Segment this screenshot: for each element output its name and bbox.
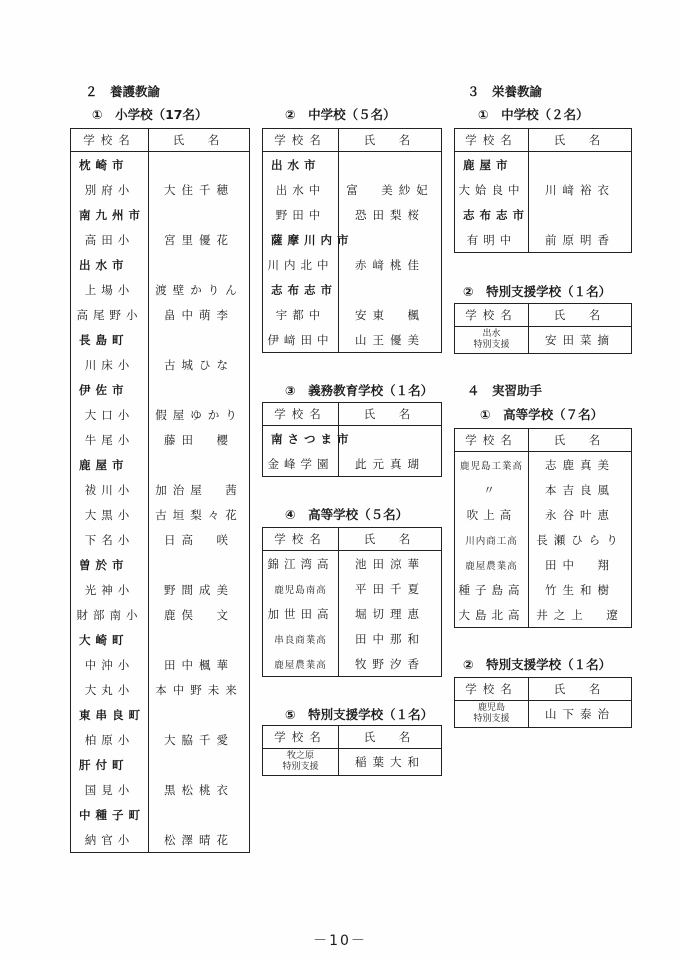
school-cell: 大黒小 bbox=[71, 502, 149, 527]
table-header bbox=[263, 528, 441, 551]
table-row bbox=[71, 477, 249, 502]
table-row bbox=[263, 626, 441, 651]
school-cell: 野田中 bbox=[263, 202, 339, 227]
table-row bbox=[71, 277, 249, 302]
table-header bbox=[455, 429, 631, 452]
city-label: 曽於市 bbox=[71, 552, 149, 577]
header-school: 学校名 bbox=[263, 528, 339, 550]
school-cell: 宇都中 bbox=[263, 302, 339, 327]
page-number: －10－ bbox=[313, 933, 367, 949]
empty-cell bbox=[149, 327, 249, 352]
table-row bbox=[263, 749, 441, 775]
name-cell: 竹生和樹 bbox=[545, 582, 615, 597]
table-row bbox=[455, 577, 631, 602]
header-name: 氏 名 bbox=[553, 308, 607, 322]
empty-cell bbox=[149, 452, 249, 477]
table-row bbox=[71, 427, 249, 452]
city-row bbox=[263, 227, 441, 252]
empty-cell bbox=[149, 752, 249, 777]
city-row bbox=[71, 377, 249, 402]
name-cell: 畠中萌李 bbox=[164, 307, 234, 322]
elementary-table bbox=[70, 128, 250, 853]
city-label: 志布志市 bbox=[263, 277, 339, 302]
name-cell: 安東 楓 bbox=[355, 307, 425, 322]
city-row bbox=[263, 152, 441, 177]
city-label: 南さつま市 bbox=[263, 426, 339, 451]
high-title: ④ 高等学校（５名） bbox=[285, 507, 409, 522]
city-label: 大崎町 bbox=[71, 627, 149, 652]
header-name: 氏 名 bbox=[553, 433, 607, 447]
name-cell: 永谷叶恵 bbox=[545, 507, 615, 522]
city-label: 肝付町 bbox=[71, 752, 149, 777]
s4-high-table bbox=[454, 428, 632, 628]
school-cell: 祓川小 bbox=[71, 477, 149, 502]
empty-cell bbox=[339, 277, 441, 302]
school-cell: 国見小 bbox=[71, 777, 149, 802]
header-name: 氏 名 bbox=[553, 133, 607, 147]
city-row bbox=[71, 252, 249, 277]
table-header bbox=[263, 129, 441, 152]
name-cell: 山下泰治 bbox=[545, 707, 615, 721]
city-label: 東串良町 bbox=[71, 702, 149, 727]
school-cell bbox=[455, 701, 529, 727]
empty-cell bbox=[149, 252, 249, 277]
city-label: 鹿屋市 bbox=[455, 152, 529, 177]
table-row bbox=[455, 527, 631, 552]
school-cell: 大島北高 bbox=[455, 602, 529, 627]
city-row bbox=[71, 752, 249, 777]
header-school: 学校名 bbox=[455, 678, 529, 700]
table-row bbox=[455, 502, 631, 527]
school-cell: 金峰学園 bbox=[263, 451, 339, 476]
school-cell: 大丸小 bbox=[71, 677, 149, 702]
table-row bbox=[263, 302, 441, 327]
table-row bbox=[263, 576, 441, 601]
name-cell: 赤﨑桃佳 bbox=[355, 257, 425, 272]
city-row bbox=[71, 452, 249, 477]
name-cell: 古垣梨々花 bbox=[155, 507, 243, 522]
school-cell: 大姶良中 bbox=[455, 177, 529, 202]
header-school: 学校名 bbox=[455, 129, 529, 151]
school-cell: 〃 bbox=[455, 477, 529, 502]
city-label: 出水市 bbox=[71, 252, 149, 277]
school-cell: 柏原小 bbox=[71, 727, 149, 752]
table-header bbox=[455, 678, 631, 701]
name-cell: 鹿俣 文 bbox=[164, 607, 234, 622]
section-4-title: ４ 実習助手 bbox=[467, 383, 543, 398]
name-cell: 松澤晴花 bbox=[164, 832, 234, 847]
city-label: 長島町 bbox=[71, 327, 149, 352]
school-cell: 川床小 bbox=[71, 352, 149, 377]
section-3-title: ３ 栄養教諭 bbox=[467, 84, 543, 99]
city-label: 伊佐市 bbox=[71, 377, 149, 402]
city-label: 志布志市 bbox=[455, 202, 529, 227]
empty-cell bbox=[339, 152, 441, 177]
name-cell: 加治屋 茜 bbox=[155, 482, 243, 497]
name-cell: 大住千穂 bbox=[164, 182, 234, 197]
table-row bbox=[71, 302, 249, 327]
school-cell: 財部南小 bbox=[71, 602, 149, 627]
school-cell: 串良商業高 bbox=[263, 626, 339, 651]
s4-special-table bbox=[454, 677, 632, 728]
school-cell: 有明中 bbox=[455, 227, 529, 252]
city-label: 南九州市 bbox=[71, 202, 149, 227]
table-row bbox=[263, 252, 441, 277]
school-line-2: 特別支援 bbox=[282, 762, 319, 772]
table-row bbox=[263, 327, 441, 352]
city-row bbox=[71, 152, 249, 177]
s3-special-table bbox=[454, 303, 632, 354]
city-row bbox=[71, 802, 249, 827]
empty-cell bbox=[149, 202, 249, 227]
junior-table bbox=[262, 128, 442, 353]
name-cell: 平田千夏 bbox=[355, 581, 425, 596]
table-row bbox=[455, 477, 631, 502]
table-row bbox=[455, 327, 631, 353]
table-row bbox=[455, 552, 631, 577]
table-row bbox=[263, 601, 441, 626]
name-cell: 宮里優花 bbox=[164, 232, 234, 247]
name-cell: 恐田梨桜 bbox=[355, 207, 425, 222]
table-row bbox=[455, 452, 631, 477]
table-row bbox=[71, 827, 249, 852]
name-cell: 本中野未来 bbox=[155, 682, 243, 697]
school-cell: 鹿児島工業高 bbox=[455, 452, 529, 477]
empty-cell bbox=[149, 702, 249, 727]
school-cell: 鹿屋農業高 bbox=[263, 651, 339, 676]
city-row bbox=[263, 426, 441, 451]
table-row bbox=[71, 502, 249, 527]
name-cell: 大脇千愛 bbox=[164, 732, 234, 747]
table-row bbox=[71, 227, 249, 252]
city-row bbox=[71, 627, 249, 652]
s4-high-title: ① 高等学校（７名） bbox=[480, 407, 604, 422]
city-row bbox=[71, 702, 249, 727]
name-cell: 田中那和 bbox=[355, 631, 425, 646]
school-line-1: 出水 bbox=[482, 329, 501, 339]
name-cell: 田中 翔 bbox=[545, 557, 615, 572]
header-name: 氏 名 bbox=[363, 407, 417, 421]
school-cell: 川内商工高 bbox=[455, 527, 529, 552]
section-2-title: ２ 養護教諭 bbox=[85, 84, 161, 99]
school-cell: 大口小 bbox=[71, 402, 149, 427]
name-cell: 田中楓華 bbox=[164, 657, 234, 672]
name-cell: 稲葉大和 bbox=[355, 755, 425, 769]
school-cell: 川内北中 bbox=[263, 252, 339, 277]
school-cell: 鹿屋農業高 bbox=[455, 552, 529, 577]
city-label: 薩摩川内市 bbox=[263, 227, 339, 252]
table-row bbox=[71, 352, 249, 377]
school-cell: 高尾野小 bbox=[71, 302, 149, 327]
school-cell: 高田小 bbox=[71, 227, 149, 252]
table-row bbox=[71, 777, 249, 802]
elementary-title: ① 小学校（17名） bbox=[92, 107, 208, 122]
empty-cell bbox=[149, 802, 249, 827]
school-cell: 出水中 bbox=[263, 177, 339, 202]
school-cell: 別府小 bbox=[71, 177, 149, 202]
city-row bbox=[455, 152, 631, 177]
header-name: 氏 名 bbox=[363, 532, 417, 546]
school-cell bbox=[455, 327, 529, 353]
table-row bbox=[71, 602, 249, 627]
school-line-1: 牧之原 bbox=[286, 751, 314, 761]
name-cell: 山王優美 bbox=[355, 332, 425, 347]
school-cell: 錦江湾高 bbox=[263, 551, 339, 576]
school-cell: 鹿児島南高 bbox=[263, 576, 339, 601]
empty-cell bbox=[339, 426, 441, 451]
table-row bbox=[263, 451, 441, 476]
empty-cell bbox=[529, 202, 631, 227]
name-cell: 野間成美 bbox=[164, 582, 234, 597]
name-cell: 井之上 遼 bbox=[536, 607, 624, 622]
table-header bbox=[263, 403, 441, 426]
empty-cell bbox=[149, 152, 249, 177]
header-school: 学校名 bbox=[455, 304, 529, 326]
header-school: 学校名 bbox=[263, 726, 339, 748]
empty-cell bbox=[149, 552, 249, 577]
s4-special-title: ② 特別支援学校（１名） bbox=[463, 657, 612, 672]
city-row bbox=[71, 327, 249, 352]
empty-cell bbox=[529, 152, 631, 177]
city-label: 中種子町 bbox=[71, 802, 149, 827]
name-cell: 本吉良風 bbox=[545, 482, 615, 497]
city-label: 鹿屋市 bbox=[71, 452, 149, 477]
city-label: 枕崎市 bbox=[71, 152, 149, 177]
special-title: ⑤ 特別支援学校（１名） bbox=[285, 707, 434, 722]
table-row bbox=[71, 177, 249, 202]
name-cell: 黒松桃衣 bbox=[164, 782, 234, 797]
empty-cell bbox=[149, 627, 249, 652]
table-row bbox=[455, 227, 631, 252]
header-school: 学校名 bbox=[263, 403, 339, 425]
header-school: 学校名 bbox=[263, 129, 339, 151]
school-line-2: 特別支援 bbox=[473, 340, 510, 350]
name-cell: 此元真瑚 bbox=[355, 456, 425, 471]
school-cell bbox=[263, 749, 339, 775]
school-cell: 上場小 bbox=[71, 277, 149, 302]
name-cell: 安田菜摘 bbox=[545, 333, 615, 347]
school-cell: 下名小 bbox=[71, 527, 149, 552]
table-row bbox=[71, 677, 249, 702]
school-cell: 種子島高 bbox=[455, 577, 529, 602]
table-row bbox=[71, 527, 249, 552]
name-cell: 日高 咲 bbox=[164, 532, 234, 547]
header-name: 氏 名 bbox=[172, 133, 226, 147]
compulsory-title: ③ 義務教育学校（１名） bbox=[285, 383, 434, 398]
table-row bbox=[455, 602, 631, 627]
empty-cell bbox=[149, 377, 249, 402]
name-cell: 長瀬ひらり bbox=[536, 532, 624, 547]
name-cell: 富 美紗妃 bbox=[346, 182, 434, 197]
school-cell: 中沖小 bbox=[71, 652, 149, 677]
name-cell: 前原明香 bbox=[545, 232, 615, 247]
special-table bbox=[262, 725, 442, 776]
header-school: 学校名 bbox=[455, 429, 529, 451]
table-row bbox=[263, 202, 441, 227]
header-name: 氏 名 bbox=[553, 682, 607, 696]
table-header bbox=[263, 726, 441, 749]
school-cell: 加世田高 bbox=[263, 601, 339, 626]
table-row bbox=[71, 727, 249, 752]
school-cell: 牛尾小 bbox=[71, 427, 149, 452]
compulsory-table bbox=[262, 402, 442, 477]
name-cell: 川﨑裕衣 bbox=[545, 182, 615, 197]
header-name: 氏 名 bbox=[363, 730, 417, 744]
city-row bbox=[71, 552, 249, 577]
name-cell: 志鹿真美 bbox=[545, 457, 615, 472]
table-row bbox=[263, 177, 441, 202]
name-cell: 牧野汐香 bbox=[355, 656, 425, 671]
city-label: 出水市 bbox=[263, 152, 339, 177]
school-cell: 吹上高 bbox=[455, 502, 529, 527]
school-line-2: 特別支援 bbox=[473, 714, 510, 724]
name-cell: 堀切理恵 bbox=[355, 606, 425, 621]
table-header bbox=[455, 304, 631, 327]
header-school: 学校名 bbox=[71, 129, 149, 151]
table-row bbox=[71, 652, 249, 677]
table-row bbox=[71, 577, 249, 602]
name-cell: 藤田 櫻 bbox=[164, 432, 234, 447]
table-row bbox=[263, 551, 441, 576]
table-header bbox=[455, 129, 631, 152]
table-row bbox=[455, 701, 631, 727]
school-cell: 光神小 bbox=[71, 577, 149, 602]
table-row bbox=[71, 402, 249, 427]
name-cell: 古城ひな bbox=[164, 357, 234, 372]
header-name: 氏 名 bbox=[363, 133, 417, 147]
city-row bbox=[71, 202, 249, 227]
city-row bbox=[455, 202, 631, 227]
table-header bbox=[71, 129, 249, 152]
name-cell: 假屋ゆかり bbox=[155, 407, 243, 422]
school-cell: 伊﨑田中 bbox=[263, 327, 339, 352]
s3-special-title: ② 特別支援学校（１名） bbox=[463, 284, 612, 299]
junior-title: ② 中学校（５名） bbox=[285, 107, 396, 122]
school-line-1: 鹿児島 bbox=[477, 703, 505, 713]
table-row bbox=[455, 177, 631, 202]
name-cell: 池田涼華 bbox=[355, 556, 425, 571]
city-row bbox=[263, 277, 441, 302]
name-cell: 渡壁かりん bbox=[155, 282, 243, 297]
high-table bbox=[262, 527, 442, 677]
table-row bbox=[263, 651, 441, 676]
s3-junior-table bbox=[454, 128, 632, 253]
empty-cell bbox=[339, 227, 441, 252]
s3-junior-title: ① 中学校（２名） bbox=[478, 107, 589, 122]
school-cell: 納官小 bbox=[71, 827, 149, 852]
